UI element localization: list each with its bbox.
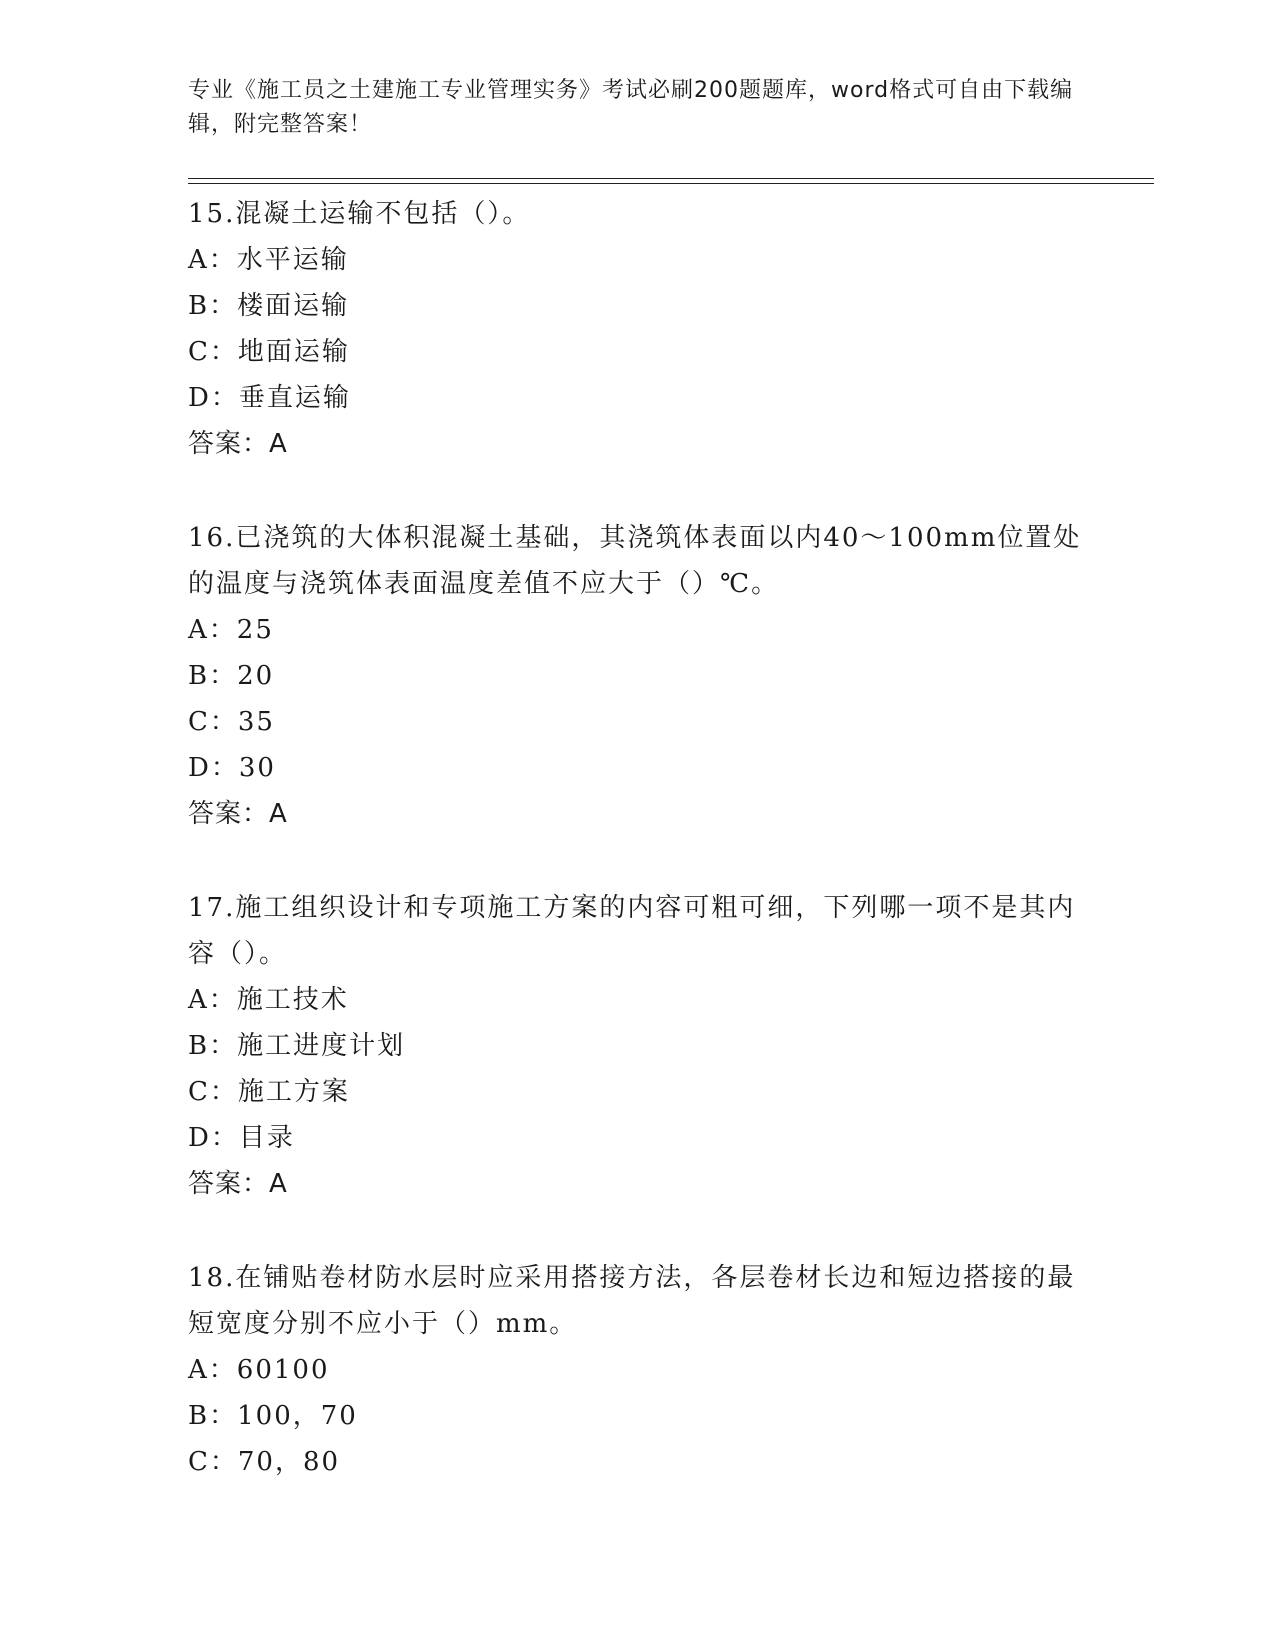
option-b: B：20 xyxy=(188,661,275,691)
option-d: D：垂直运输 xyxy=(188,383,351,413)
option-d: D：目录 xyxy=(188,1123,295,1153)
option-c: C：地面运输 xyxy=(188,337,350,367)
question-16 xyxy=(188,515,1088,837)
answer: 答案：A xyxy=(188,799,288,829)
question-18 xyxy=(188,1255,1088,1485)
option-a: A：25 xyxy=(188,615,274,645)
option-c: C：施工方案 xyxy=(188,1077,350,1107)
option-b: B：楼面运输 xyxy=(188,291,350,321)
document-header: 专业《施工员之土建施工专业管理实务》考试必刷200题题库，word格式可自由下载编辑，附完整答案！ xyxy=(188,78,1074,137)
question-text: 18.在铺贴卷材防水层时应采用搭接方法，各层卷材长边和短边搭接的最短宽度分别不应小于（）mm。 xyxy=(188,1263,1076,1339)
option-b: B：100，70 xyxy=(188,1401,358,1431)
question-list xyxy=(188,191,1088,1533)
answer: 答案：A xyxy=(188,1169,288,1199)
option-a: A：水平运输 xyxy=(188,245,349,275)
question-15 xyxy=(188,191,1088,467)
question-text: 15.混凝土运输不包括（）。 xyxy=(188,199,531,229)
header-rule-bottom xyxy=(188,183,1154,184)
option-c: C：35 xyxy=(188,707,275,737)
answer: 答案：A xyxy=(188,429,288,459)
option-a: A：60100 xyxy=(188,1355,330,1385)
option-d: D：30 xyxy=(188,753,276,783)
option-c: C：70，80 xyxy=(188,1447,341,1477)
header-rule-top xyxy=(188,178,1154,179)
option-a: A：施工技术 xyxy=(188,985,349,1015)
question-text: 16.已浇筑的大体积混凝土基础，其浇筑体表面以内40～100mm位置处的温度与浇筑体表面温度差值不应大于（）℃。 xyxy=(188,523,1082,599)
question-text: 17.施工组织设计和专项施工方案的内容可粗可细，下列哪一项不是其内容（）。 xyxy=(188,893,1076,969)
option-b: B：施工进度计划 xyxy=(188,1031,406,1061)
question-17 xyxy=(188,885,1088,1207)
